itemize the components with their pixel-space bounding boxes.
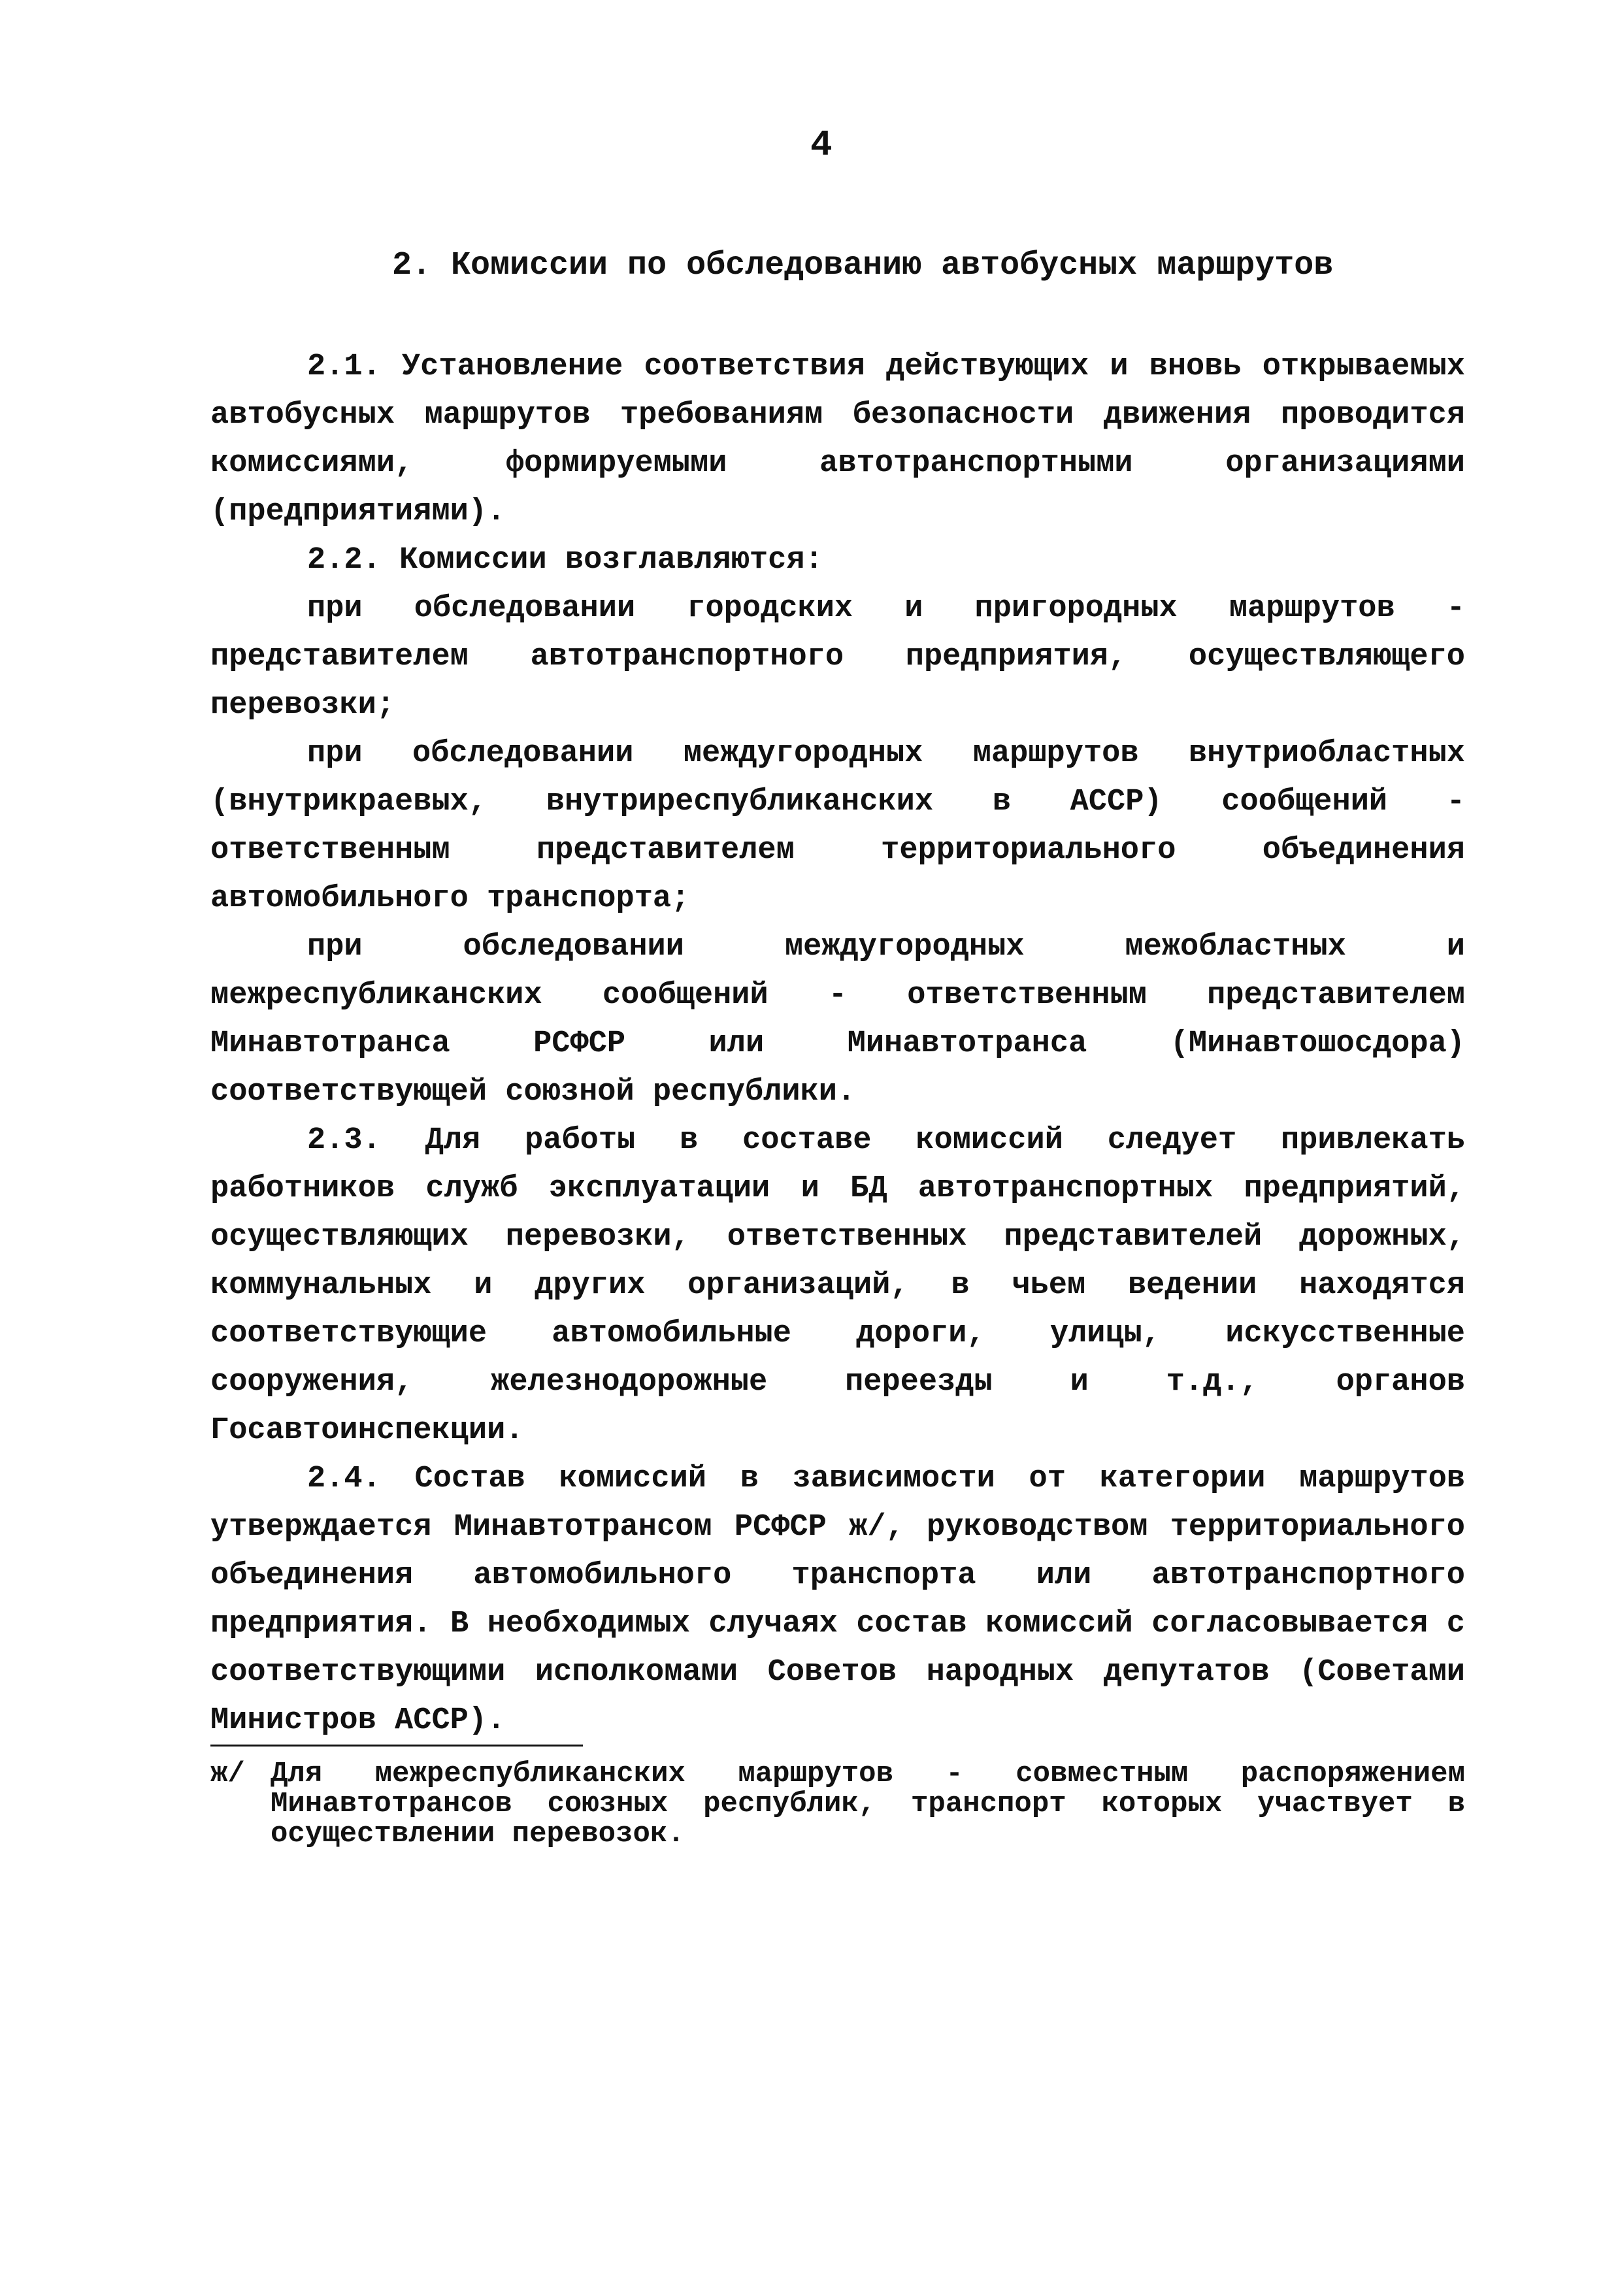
paragraph-2-2-text: 2.2. Комиссии возглавляются: [307,543,823,578]
footnote-mark: ж/ [210,1758,245,1790]
paragraph-2-4 [210,1455,1465,1745]
paragraph-2-2-interrepublic: при обследовании междугородных межобластных и межреспубликанских сообщений - ответственным представителем Минавтотранса РСФСР или Минавтотранса (Минавтошосдора) соответствующей союзной республики. [210,930,1465,1109]
paragraph-2-3 [210,1117,1465,1455]
paragraph-2-4-text: 2.4. Состав комиссий в зависимости от категории маршрутов утверждается Минавтотрансом РСФСР ж/, руководством территориального объединения автомобильного транспорта или автотранспортного предприятия. В необходимых случаях состав комиссий согласовывается с соответствующими исполкомами Советов народных депутатов (Советами Министров АССР). [210,1462,1465,1738]
paragraph-2-1 [210,343,1465,536]
footnote-divider [210,1745,583,1747]
paragraph-2-2 [210,536,1465,1117]
footnote-text: Для межреспубликанских маршрутов - совместным распоряжением Минавтотрансов союзных республик, транспорт которых участвует в осуществлении перевозок. [271,1758,1465,1850]
paragraph-2-2-intercity-regional: при обследовании междугородных маршрутов внутриобластных (внутрикраевых, внутриреспубликанских в АССР) сообщений - ответственным представителем территориального объединения автомобильного транспорта; [210,736,1465,916]
paragraph-2-3-text: 2.3. Для работы в составе комиссий следует привлекать работников служб эксплуатации и БД автотранспортных предприятий, осуществляющих перевозки, ответственных представителей дорожных, коммунальных и других организаций, в чьем ведении находятся соответствующие автомобильные дороги, улицы, искусственные сооружения, железнодорожные переезды и т.д., органов Госавтоинспекции. [210,1123,1465,1448]
paragraph-2-1-text: 2.1. Установление соответствия действующих и вновь открываемых автобусных маршрутов требованиям безопасности движения проводится комиссиями, формируемыми автотранспортными организациями (предприятиями). [210,350,1465,529]
page-number: 4 [810,124,833,166]
section-title: 2. Комиссии по обследованию автобусных маршрутов [392,247,1334,284]
paragraph-2-2-city-routes: при обследовании городских и пригородных маршрутов - представителем автотранспортного предприятия, осуществляющего перевозки; [210,591,1465,723]
